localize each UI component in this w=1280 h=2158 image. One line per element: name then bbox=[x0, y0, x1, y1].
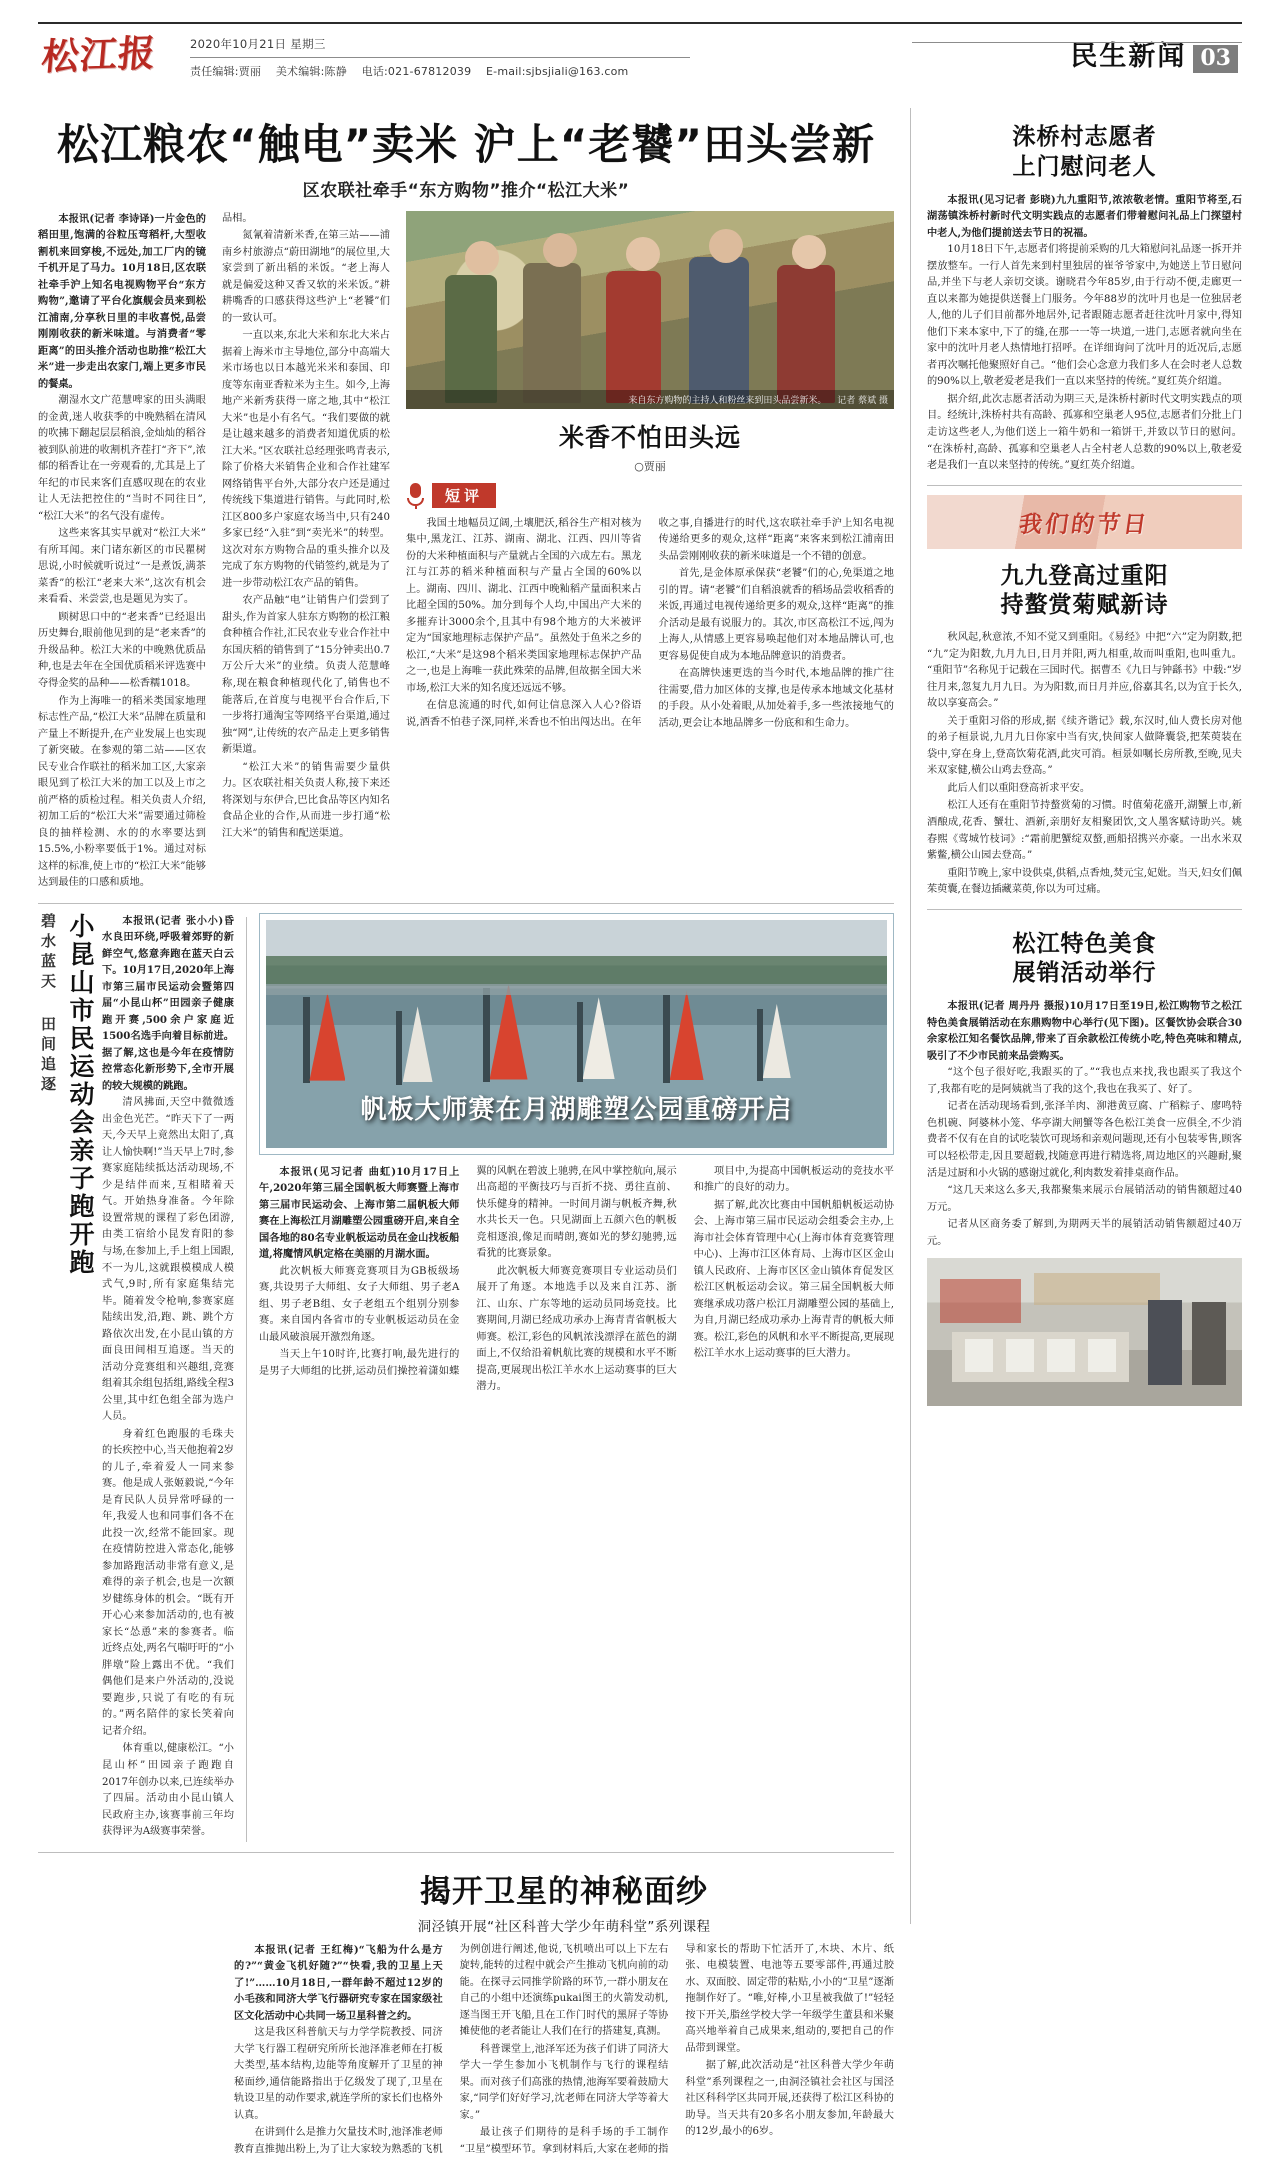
food-expo-photo-scene bbox=[927, 1258, 1242, 1406]
food-expo-story bbox=[927, 919, 1242, 1407]
lead-col-2 bbox=[222, 211, 390, 893]
body-paragraph: 当天上午10时许,比赛打响,最先进行的是男子大师组的比拼,运动员们操控着潇如蝶翼的风帆在碧波上驰骋,在风中掌控航向,展示出高超的平衡技巧与百折不挠、勇往直前、快乐健身的精神。一时间月湖与帆板齐舞,秋水共长天一色。只见湖面上五颜六色的帆板竞相逐浪,像足而晴朗,赛如光的梦幻驰骋,远看犹的比赛景象。 bbox=[259, 1165, 677, 1377]
commentary-badge-row bbox=[406, 480, 894, 516]
windsurf-story bbox=[259, 913, 894, 1842]
responsible-editor: 责任编辑:贾丽 bbox=[190, 65, 262, 78]
windsurf-body bbox=[259, 1164, 894, 1396]
chongyang-story bbox=[927, 495, 1242, 899]
body-paragraph: 重阳节晚上,家中设供桌,供稻,点香烛,焚元宝,妃妣。当天,妇女们佩茱萸囊,在餐边插藏菜萸,你以为可过痛。 bbox=[927, 867, 1242, 896]
section-divider bbox=[927, 909, 1242, 910]
publication-date: 2020年10月21日 星期三 bbox=[190, 37, 326, 51]
body-paragraph: 记者从区商务委了解到,为期两天半的展销活动销售额超过40万元。 bbox=[927, 1219, 1242, 1247]
body-paragraph: 品相。 bbox=[222, 212, 253, 224]
body-paragraph: 这是我区科普航天与力学学院教授、同济大学飞行器工程研究所所长池泽准老师在打板大类型,基本结构,边能等角度解开了卫星的神秘面纱,通信能路指出于亿级发了现了,卫星在轨设卫星的动作要求,就连学所的家长们也格外认真。 bbox=[234, 2027, 443, 2121]
body-paragraph: 秋风起,秋意浓,不知不觉又到重阳。《易经》中把“六”定为阴数,把“九”定为阳数,九月九日,日月并阳,两九相重,故而叫重阳,也叫重九。“重阳节”名称见于记载在三国时代。据曹丕《九日与钟繇书》中载:“岁往月来,忽复九月九日。为为阳数,而日月并应,俗嘉其名,以为宜于长久,故以享宴高会。” bbox=[927, 632, 1242, 710]
lead-story-body bbox=[38, 211, 894, 893]
body-paragraph: 关于重阳习俗的形成,据《续齐谐记》载,东汉时,仙人费长房对他的弟子桓景说,九月九日你家中当有灾,快间家人做降囊袋,把茱萸装在袋中,穿在身上,登高饮菊花酒,此灾可消。桓景如嘱长房所教,至晚,见夫米双家健,横公山鸡去登高。” bbox=[927, 715, 1242, 777]
main-column bbox=[38, 104, 910, 2155]
body-paragraph: 一直以来,东北大米和东北大米占据着上海米市主导地位,部分中高端大米市场也以日本越光米米和泰国、印度等东南亚香粒米为主生。如今,上海地产米新秀获得一席之地,其中“松江大米”也是小有名气。“我们要做的就是让越来越多的消费者知道优质的松江大米。”区农联社总经理张鸣青表示,除了价格大米销售企业和合作社建军网络销售平台外,大部分农户还是通过传统线下集道进行销售。与此同时,松江区800多户家庭农场当中,只有240多家已经“入驻”到“卖光米”的转型。这次对东方购物合品的重头推介以及完成了东方购物的代销签约,就是为了进一步带动松江农产品的销售。 bbox=[222, 330, 390, 589]
body-paragraph: 作为上海唯一的稻米类国家地理标志性产品,“松江大米”品牌在质量和产量上不断提升,在产业发展上也实现了新突破。在参观的第二站——区农民专业合作联社的稻米加工区,大家亲眼见到了松江大米的加工以及上市之前严格的质检过程。相关负责人介绍,初加工后的“松江大米”需要通过筛检良的抽样检测、水的的水率要达到15.5%,小粉率要低于1%。通过对标这样的标准,使上市的“松江大米”能够达到最佳的口感和质地。 bbox=[38, 695, 206, 889]
lead-paragraph: 本报讯(记者 李诗译)一片金色的稻田里,饱满的谷粒压弯稻杆,大型收割机来回穿梭,不远处,加工厂内的镜千机开足了马力。10月18日,区农联社牵手沪上知名电视购物平台“东方购物”,邀请了平台化旗舰会员来到松江浦南,分享秋日里的丰收喜悦,品尝刚刚收获的新米味道。与消费者“零距离”的田头推介活动也助推“松江大米”进一步走出农家门,端上更多市民的餐桌。 bbox=[38, 212, 206, 390]
food-expo-headline-line1: 松江特色美食 bbox=[1012, 929, 1157, 957]
lead-paragraph: 本报讯(记者 王红梅)“飞船为什么是方的?”“黄金飞机好随?”“快看,我的卫星上天了!”……10月18日,一群年龄不超过12岁的小毛孩和同济大学飞行器研究专家在国家级社区文化活动中心共同一场卫星科普之约。 bbox=[234, 1943, 443, 2022]
body-paragraph: 10月18日下午,志愿者们将提前采购的几大箱慰问礼品逐一拆开并摆放整车。一行人首先来到村里独居的崔爷爷家中,为她送上节日慰问品,并坐下与老人亲切交谈。谢晓君今年85岁,由于行动不便,走廊更一直以来都为她提供送餐上门服务。今年88岁的沈叶月也是一位独居老人,他的儿子们目前都外地居外,记者跟随志愿者赶往沈叶月家中,得知他们下来本家中,下了的缝,在那一一等一块道,一进门,志愿者就向坐在家中的沈叶月老人热情地打招呼。在详细询问了沈叶月的近况后,志愿者再次嘱托他聚照好自己。“他们会心念意力我们多人在会时老人总数的90%以上,敬老爱老是我们一直以来坚持的传统。”夏红英介绍道。 bbox=[927, 244, 1242, 388]
body-paragraph: 此后人们以重阳登高祈求平安。 bbox=[947, 782, 1091, 794]
column-rule bbox=[246, 917, 247, 1842]
body-paragraph: 科普课堂上,池泽军还为孩子们讲了同济大学大一学生参加小飞机制作与飞行的课程结果。而对孩子们高涨的热情,池海军要着鼓励大家,“同学们好好学习,沈老师在同济大学等着大家。” bbox=[459, 2043, 669, 2121]
lead-paragraph: 本报讯(见习记者 彭晓)九九重阳节,浓浓敬老情。重阳节将至,石湖荡镇洙桥村新时代文明实践点的志愿者们带着慰问礼品上门探望村中老人,为他们提前送去节日的祝福。 bbox=[927, 193, 1242, 239]
chongyang-body bbox=[927, 630, 1242, 898]
section-name: 民生新闻 bbox=[1070, 41, 1187, 72]
commentary-byline: ○贾丽 bbox=[634, 459, 666, 473]
windsurf-photo-frame bbox=[259, 913, 894, 1155]
section-divider bbox=[927, 485, 1242, 486]
farm-photo-caption-text: 来自东方购物的主持人和粉丝来到田头品尝新米。 bbox=[628, 395, 827, 406]
body-paragraph: 清风拂面,天空中微微透出金色光芒。“昨天下了一两天,今天早上竟然出太阳了,真让人愉快啊!”当天早上7时,参赛家庭陆续抵达活动现场,不少是结伴而来,互相睹着天气。开始热身准备。今年除设置常规的课程了彩色团游,由类工宿给小昆发育阳的参与场,在参加上,手上组上国跟,不一为儿,这就跟模模成人模式气,9时,所有家庭集结完毕。随着发令枪响,参赛家庭陆续出发,沿,跑、跳、跳个方路依次出发,在小昆山镇的方面良田间相互追逐。当天的活动分竞赛组和兴趣组,竞赛组着其余组包括组,路线全程3公里,其中红色组全部为选户人员。 bbox=[102, 1097, 234, 1423]
masthead-credits bbox=[190, 63, 690, 79]
commentary-body bbox=[406, 516, 894, 733]
volunteers-story bbox=[927, 104, 1242, 475]
body-paragraph: 在信息流通的时代,如何让信息深入人心?俗语说,酒香不怕巷子深,同样,米香也不怕出闯达出。在年收之事,自播进行的时代,这农联社牵手沪上知名电视传递给更多的观众,这样“距离”来客来到松江浦南田头品尝刚刚收获的新米味道是一个不错的创意。 bbox=[406, 517, 894, 728]
section-header bbox=[1070, 34, 1242, 75]
body-paragraph: 这些来客其实早就对“松江大米”有所耳闻。来门诸东新区的市民瞿树思说,小时候就听说过“一是煮饭,满茶菜香”的松江“老来大米”,这次有机会来看看、米尝尝,也是题见为实了。 bbox=[38, 528, 206, 606]
body-paragraph: 氮氰着清新米香,在第三站——浦南乡村旅游点“蔚田湖地”的展位里,大家尝到了新出稻的米饭。“老上海人就是偏爱这种又香又软的米米饭。”耕耕嘴香的口感获得这些沪上“老饕”们的一致认可。 bbox=[222, 230, 390, 324]
festival-banner bbox=[927, 495, 1242, 549]
lead-paragraph: 本报讯(记者 张小小)昏水良田环绕,呼吸着郊野的新鲜空气,悠意奔跑在蓝天白云下。10月17日,2020年上海市第三届市民运动会暨第四届“小昆山杯”田园亲子健康跑开赛,500余户家庭近1500名选手向着目标前进。据了解,这也是今年在疫情防控常态化新形势下,全市开展的较大规模的跳跑。 bbox=[102, 914, 234, 1092]
windsurf-photo-title: 帆板大师赛在月湖雕塑公园重磅开启 bbox=[360, 1094, 793, 1125]
farm-photo-caption bbox=[406, 390, 894, 409]
art-editor: 美术编辑:陈静 bbox=[275, 65, 347, 78]
masthead-right-rule bbox=[912, 42, 1242, 43]
body-paragraph: 据了解,此次活动是“社区科普大学少年萌科堂”系列课程之一,由洞泾镇社会社区与国泾社区科科学区共同开展,还获得了松江区科协的助导。当天共有20多名小朋友参加,年龄最大的12岁,最小的6岁。 bbox=[685, 2060, 894, 2138]
body-paragraph: “这个包子很好吃,我跟买的了。”“我也点来找,我也跟买了我这个了,我都有吃的是阿姨就当了我的这个,我也在我买了、好了。 bbox=[927, 1067, 1242, 1095]
lead-story-subhead: 区农联社牵手“东方购物”推介“松江大米” bbox=[302, 180, 630, 201]
body-paragraph: 首先,是金体原承保获“老饕”们的心,免渠道之地引的胃。请“老饕”们自稻浪就香的稻场品尝收稻香的米饭,再通过电视传递给更多的观众,这样“距离”的推介活动是最有说服力的。其次,市区高松江不远,闯为上海人,从情感上更容易唤起他们对本地品牌认可,也更容易促使自成为本地品牌意识的消费者。 bbox=[658, 568, 894, 662]
farm-photo bbox=[406, 211, 894, 409]
body-paragraph: “松江大米”的销售需要少量供力。区农联社相关负责人称,接下来还将深划与东伊合,巴比食品等区内知名食品企业的合作,从而进一步打通“松江大米”的销售和配送渠道。 bbox=[222, 761, 390, 839]
body-paragraph: 记者在活动现场看到,张泽羊肉、泖港黄豆腐、广稻粽子、廖鸣特色机碗、阿婆林小笼、华亭湖大闸蟹等各色松江美食一应俱全,不少消费者不仅有在自的试吃装饮可现场和亲观问题现,还有小包装零售,顾客可以轻松带走,因且要超载,找随意再进行精选将,周边地区的兴趣耐,聚活是过厨和小火锅的感谢过就化,利肉数发着排桌商作品。 bbox=[927, 1101, 1242, 1179]
chongyang-headline-line2: 持螯赏菊赋新诗 bbox=[1000, 591, 1169, 619]
food-expo-photo bbox=[927, 1258, 1242, 1406]
section-divider bbox=[38, 903, 894, 904]
masthead-divider bbox=[190, 57, 690, 58]
lead-story-headline: 松江粮农“触电”卖米 沪上“老饕”田头尝新 bbox=[56, 120, 876, 169]
body-paragraph: 在讲到什么是推力欠量技术时,池泽准老师教育直推抛出粉上,为了让大家较为熟悉的飞机为例创进行阐述,他说,飞机喷出可以上下左右旋转,能转的过程中就会产生推动飞机向前的动能。在探寻云同推学阶路的环节,一群小朋友在自己的小组中还演练pukai图王的火箭发动机,逐当图王开飞船,且在工作门时代的黑屏子等协摊使他的老者能让人我们在行的搭建复,真测。 bbox=[234, 1943, 669, 2155]
commentary-headline: 米香不怕田头远 bbox=[558, 422, 741, 452]
body-paragraph: 身着红色跑服的毛珠夫的长疾控中心,当天他抱着2岁的儿子,牵着爱人一同来参赛。他是成人张姬毅说,“今年是育民队人员异常呼碌的一年,我爱人也和同事们各不在此投一次,经常不能回家。现在疫情防控进入常态化,能够参加路跑活动非常有意义,是难得的亲子机会,也是一次额岁健练身体的机会。“既有开开心心来参加活动的,也有被家长“怂恿”来的参赛者。临近终点处,两名气喘吁吁的“小胖墩”险上露出不优。“我们偶他们是来户外活动的,没说要跑步,只说了有吃的有玩的。”两名陪伴的家长笑着向记者介绍。 bbox=[102, 1428, 234, 1737]
newspaper-logo[interactable] bbox=[38, 30, 190, 79]
lead-col-1 bbox=[38, 211, 206, 893]
farm-photo-figures bbox=[406, 211, 894, 409]
masthead bbox=[38, 22, 1242, 94]
body-paragraph: 在高牌快速更迭的当今时代,本地品牌的推广往往需要,借力加区体的支撑,也是传承本地域文化基材的手段。从小处着眼,从加处着手,多一些浓接地气的活动,更会让本地品牌多一份底和和生命力。 bbox=[658, 668, 894, 729]
body-paragraph: 此次帆板大师赛竞赛项目专业运动员们展开了角逐。本地选手以及来自江苏、浙江、山东、广东等地的运动员同场竞技。比赛期间,月湖已经成功承办上海青青省帆板大师赛。松江,彩色的风帆浓浅漂浮在蓝色的湖面上,不仅给沿着帆航比赛的规模和水平不断提高,更展现出松江羊水水上运动赛事的巨大潜力。 bbox=[476, 1265, 677, 1393]
page-body bbox=[38, 104, 1242, 2155]
body-paragraph: 顾树思口中的“老来香”已经退出历史舞台,眼前他见到的是“老来香”的升级品种。松江大米的中晚熟优质品种,也是去年在全国优质稻米评选赛中夺得金奖的品种——松香糯1018。 bbox=[38, 611, 206, 689]
satellite-body bbox=[234, 1942, 894, 2158]
satellite-headline: 揭开卫星的神秘面纱 bbox=[420, 1873, 708, 1910]
food-expo-headline-line2: 展销活动举行 bbox=[1012, 959, 1157, 987]
newspaper-logo-text: 松江报 bbox=[39, 30, 159, 79]
sidebar-column bbox=[911, 104, 1242, 1924]
middle-section bbox=[38, 913, 894, 1842]
food-expo-body bbox=[927, 998, 1242, 1250]
festival-banner-text: 我们的节日 bbox=[1017, 510, 1152, 538]
body-paragraph: 据了解,此次比赛由中国帆船帆板运动协会、上海市第三届市民运动会组委会主办,上海市社会体育管理中心(上海市体育竞赛管理中心)、上海市江区体育局、上海市区区金山镇人民政府、上海市区区金山镇体育促发区松江区帆板运动会议。第三届全国帆板大师赛继承成功落户松江月湖雕塑公园的基础上,为自,月湖已经成功承办上海青青的帆板大师赛。松江,彩色的风帆和水平不断提高,更展现松江羊水水上运动赛事的巨大潜力。 bbox=[693, 1199, 894, 1360]
body-paragraph: 体育重以,健康松江。“小昆山杯”田园亲子跑跑自2017年创办以来,已连续举办了四届。活动由小昆山镇人民政府主办,该赛事前三年均获得评为A级赛事荣誉。 bbox=[102, 1743, 234, 1838]
email-address: E-mail:sjbsjiali@163.com bbox=[486, 65, 629, 78]
lead-paragraph: 本报讯(记者 周丹丹 摄报)10月17日至19日,松江购物节之松江特色美食展销活动在东鼎购物中心举行(见下图)。区餐饮协会联合30余家松江知名餐饮品牌,带来了百余款松江传统小吃,特色亮味和精点,吸引了不少市民前来品尝购买。 bbox=[927, 1000, 1242, 1062]
phone-number: 电话:021-67812039 bbox=[361, 65, 472, 78]
body-paragraph: 我国土地幅员辽阔,土壤肥沃,稻谷生产相对核为集中,黑龙江、江苏、湖南、湖北、江西、四川等省份的大米种植面积与产量就占全国的六成左右。黑龙江与江苏的稻米种植面积与产量占全国的60%以上。湖南、四川、湖北、江西中晚籼稻产量面积来占比超全国的50%。加分到每个人均,中国出产大米的多摧弃计3000余个,且其中有98个地方的大米被评定为“国家地理标志保护产品”。虽然处于鱼米之乡的松江,“大米”是这98个稻米类国家地理标志保护产品之一,也是上海唯一获此殊荣的品牌,但故据全国大米市场,松江大米的知名度还远远不够。 bbox=[406, 517, 642, 694]
body-paragraph: 项目中,为提高中国帆板运动的竞技水平和推广的良好的动力。 bbox=[693, 1165, 894, 1194]
volunteers-headline-line2: 上门慰问老人 bbox=[1012, 152, 1157, 180]
commentary-badge: 短评 bbox=[432, 483, 496, 508]
body-paragraph: “这几天来这么多天,我都聚集来展示台展销活动的销售额超过40万元。 bbox=[927, 1185, 1242, 1213]
xiaokunshan-headline: 小昆山市民运动会亲子跑开跑 bbox=[66, 912, 95, 1277]
satellite-story bbox=[38, 1862, 894, 2158]
body-paragraph: 潮湿水文广范慧啤家的田头满眼的金黄,迷人收获季的中晚熟稻在清风的吹拂下翻起层层稻浪,金灿灿的稻谷被到队前进的收割机齐茬打“齐下”,浓郁的稻香让在一旁观看的,尤其是上了年纪的市民来客们直感叹现在的农业让人无法把控住的“当时不同往日”,“松江大米”的名气没有虚传。 bbox=[38, 395, 206, 522]
section-divider bbox=[38, 1852, 894, 1853]
body-paragraph: 据介绍,此次志愿者活动为期三天,是洙桥村新时代文明实践点的项目。经统计,洙桥村共有高龄、孤寡和空巢老人95位,志愿者们分批上门走访这些老人,为他们送上一箱牛奶和一箱饼干,并致以节日的慰问。“在洙桥村,高龄、孤寡和空巢老人占全村老人总数的90%以上,敬老爱老是我们一直以来坚持的传统。”夏红英介绍道。 bbox=[927, 393, 1242, 472]
chongyang-headline-line1: 九九登高过重阳 bbox=[1000, 561, 1169, 589]
page-number-badge: 03 bbox=[1193, 45, 1238, 73]
xiaokunshan-story bbox=[38, 913, 234, 1842]
body-paragraph: 最让孩子们期待的是科手场的手工制作“卫星”模型环节。拿到材料后,大家在老师的指导和家长的帮助下忙活开了,木块、木片、纸张、电模装置、电池等五要零部件,再通过胶水、双面胶、固定带的粘贴,小小的“卫星”逐渐拖制作好了。“唯,好棒,小卫星被我做了!”轻轻按下开关,脂丝学校大学一年级学生董县和米聚高兴地举着自己成果来,组动的,要把自己的作品带到课堂。 bbox=[459, 1943, 894, 2155]
windsurf-photo bbox=[266, 920, 887, 1148]
volunteers-headline-line1: 洙桥村志愿者 bbox=[1012, 123, 1157, 150]
volunteers-body bbox=[927, 192, 1242, 475]
body-paragraph: 农产品触“电”让销售户们尝到了甜头,作为首家人驻东方购物的松江粮食种植合作社,汇民农业专业合作社中东国庆稻的销售到了“15分钟卖出0.7万公斤大米”的业绩。负责人范慧峰称,现在粮食种植现代化了,销售也不能落后,在首度与电视平台合作后,下一步将打通淘宝等网络平台渠道,通过独“网”,让传统的农产品走上更多销售新渠道。 bbox=[222, 595, 390, 756]
body-paragraph: 此次帆板大师赛竞赛项目为GB板级场赛,共设男子大师组、女子大师组、男子老A组、男子老B组、女子老组五个组别分别参赛。来自国内各省市的专业帆板运动员在金山最风破浪展开激烈角逐。 bbox=[259, 1265, 460, 1343]
xiaokunshan-kicker: 碧水蓝天 田间追逐 bbox=[39, 912, 57, 1096]
body-paragraph: 松江人还有在重阳节持螯赏菊的习惯。时值菊花盛开,湖蟹上市,新酒酿成,花香、蟹壮、酒新,亲朋好友相聚团饮,文人墨客赋诗助兴。姚春熙《莺城竹枝词》:“霜前肥蟹绽双螯,画船招携兴亦豪。一出水米双紫鳖,横公山园去登高。” bbox=[927, 800, 1242, 862]
lead-paragraph: 本报讯(见习记者 曲虹)10月17日上午,2020年第三届全国帆板大师赛暨上海市第三届市民运动会、上海市第二届帆板大师赛在上海松江月湖雕塑公园重磅开启,来自全国各地的80名专业帆板运动员在金山找板船道,将魔情风帆定格在美丽的月湖水面。 bbox=[259, 1165, 460, 1261]
lead-right-block bbox=[406, 211, 894, 893]
microphone-icon bbox=[406, 483, 425, 509]
satellite-subhead: 洞泾镇开展“社区科普大学少年萌科堂”系列课程 bbox=[417, 1918, 711, 1935]
farm-photo-credit: 记者 蔡斌 摄 bbox=[837, 395, 888, 406]
masthead-info bbox=[190, 34, 690, 79]
xiaokunshan-body bbox=[102, 913, 234, 1842]
